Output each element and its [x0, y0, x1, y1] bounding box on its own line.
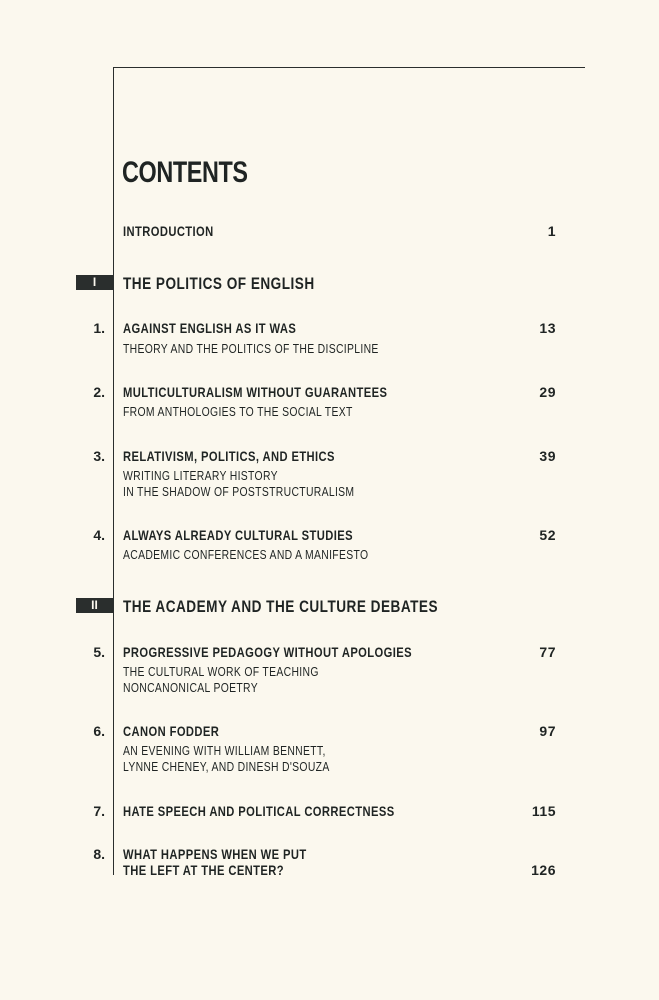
chapter-title: ALWAYS ALREADY CULTURAL STUDIES: [123, 527, 353, 543]
chapter-page: 13: [539, 320, 556, 336]
chapter-number: 1.: [93, 320, 105, 336]
chapter-title: RELATIVISM, POLITICS, AND ETHICS: [123, 448, 335, 464]
chapter-subtitle: ACADEMIC CONFERENCES AND A MANIFESTO: [123, 547, 369, 562]
chapter-number: 2.: [93, 384, 105, 400]
chapter-page: 29: [539, 384, 556, 400]
chapter-title: THE LEFT AT THE CENTER?: [123, 862, 285, 878]
chapter-title: WHAT HAPPENS WHEN WE PUT: [123, 846, 307, 862]
vertical-rule: [113, 67, 114, 875]
chapter-page: 77: [539, 644, 556, 660]
chapter-number: 4.: [93, 527, 105, 543]
chapter-title: MULTICULTURALISM WITHOUT GUARANTEES: [123, 384, 388, 400]
chapter-page: 39: [539, 448, 556, 464]
chapter-subtitle: IN THE SHADOW OF POSTSTRUCTURALISM: [123, 484, 355, 499]
chapter-title: CANON FODDER: [123, 723, 220, 739]
part-title: THE POLITICS OF ENGLISH: [123, 274, 315, 293]
chapter-title: PROGRESSIVE PEDAGOGY WITHOUT APOLOGIES: [123, 644, 413, 660]
chapter-number: 7.: [93, 803, 105, 819]
chapter-subtitle: THEORY AND THE POLITICS OF THE DISCIPLINE: [123, 341, 379, 356]
top-rule: [113, 67, 585, 68]
chapter-number: 5.: [93, 644, 105, 660]
chapter-page: 115: [531, 803, 556, 819]
part-title: THE ACADEMY AND THE CULTURE DEBATES: [123, 597, 438, 616]
page-title: CONTENTS: [122, 156, 248, 189]
chapter-subtitle: THE CULTURAL WORK OF TEACHING: [123, 664, 319, 679]
chapter-page: 126: [531, 862, 556, 878]
chapter-number: 6.: [93, 723, 105, 739]
part-numeral-box: I: [76, 275, 113, 290]
chapter-page: 97: [539, 723, 556, 739]
introduction-page: 1: [547, 223, 556, 239]
chapter-title: AGAINST ENGLISH AS IT WAS: [123, 320, 297, 336]
chapter-subtitle: NONCANONICAL POETRY: [123, 680, 258, 695]
part-numeral-box: II: [76, 598, 113, 613]
chapter-subtitle: LYNNE CHENEY, AND DINESH D'SOUZA: [123, 759, 330, 774]
chapter-subtitle: WRITING LITERARY HISTORY: [123, 468, 278, 483]
chapter-number: 3.: [93, 448, 105, 464]
chapter-number: 8.: [93, 846, 105, 862]
chapter-page: 52: [539, 527, 556, 543]
chapter-subtitle: FROM ANTHOLOGIES TO THE SOCIAL TEXT: [123, 404, 353, 419]
chapter-subtitle: AN EVENING WITH WILLIAM BENNETT,: [123, 743, 326, 758]
chapter-title: HATE SPEECH AND POLITICAL CORRECTNESS: [123, 803, 395, 819]
introduction-title: INTRODUCTION: [123, 223, 214, 239]
